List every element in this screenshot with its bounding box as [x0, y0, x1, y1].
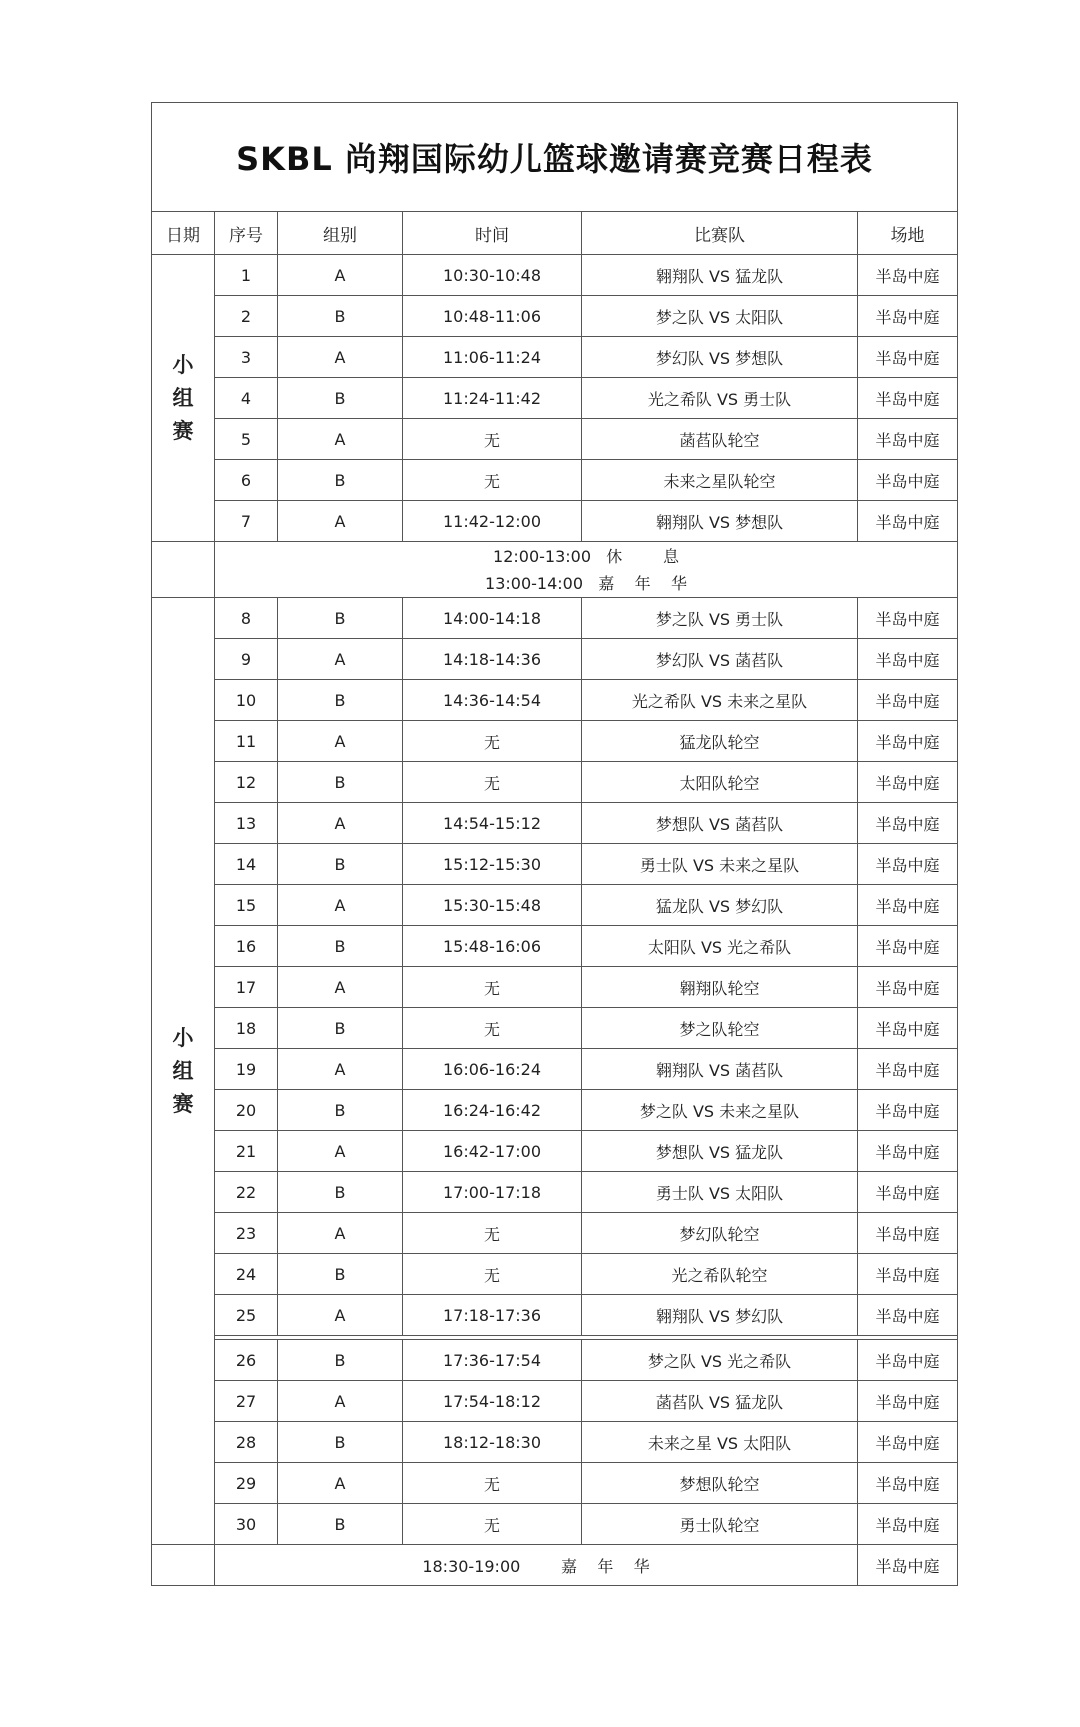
match-time: 无: [403, 762, 582, 803]
match-time: 无: [403, 967, 582, 1008]
stage-label: [152, 598, 215, 1545]
match-venue: 半岛中庭: [858, 337, 958, 378]
match-venue: 半岛中庭: [858, 680, 958, 721]
match-number: 24: [215, 1254, 278, 1295]
match-venue: 半岛中庭: [858, 419, 958, 460]
match-venue: 半岛中庭: [858, 1422, 958, 1463]
stage-label: [152, 255, 215, 542]
header-venue: 场地: [858, 212, 958, 255]
match-group: B: [278, 1008, 403, 1049]
match-time: 14:54-15:12: [403, 803, 582, 844]
match-group: A: [278, 1463, 403, 1504]
match-time: 15:30-15:48: [403, 885, 582, 926]
match-time: 10:30-10:48: [403, 255, 582, 296]
match-number: 7: [215, 501, 278, 542]
match-number: 3: [215, 337, 278, 378]
match-number: 12: [215, 762, 278, 803]
final-venue: 半岛中庭: [858, 1545, 958, 1586]
match-venue: 半岛中庭: [858, 926, 958, 967]
match-venue: 半岛中庭: [858, 378, 958, 419]
header-row: [152, 212, 958, 255]
match-group: A: [278, 1381, 403, 1422]
match-time: 11:42-12:00: [403, 501, 582, 542]
match-venue: 半岛中庭: [858, 803, 958, 844]
match-teams: 梦之队 VS 未来之星队: [582, 1090, 858, 1131]
table-row: [152, 1504, 958, 1545]
match-teams: 菡萏队轮空: [582, 419, 858, 460]
match-group: B: [278, 680, 403, 721]
match-teams: 梦想队 VS 猛龙队: [582, 1131, 858, 1172]
table-row: [152, 1422, 958, 1463]
header-time: 时间: [403, 212, 582, 255]
match-venue: 半岛中庭: [858, 1213, 958, 1254]
match-venue: 半岛中庭: [858, 1131, 958, 1172]
match-teams: 梦之队 VS 太阳队: [582, 296, 858, 337]
table-row: [152, 460, 958, 501]
table-row: [152, 1254, 958, 1295]
match-time: 17:18-17:36: [403, 1295, 582, 1336]
match-group: B: [278, 598, 403, 639]
break-info: [215, 542, 958, 598]
match-time: 16:24-16:42: [403, 1090, 582, 1131]
schedule-table: [151, 102, 958, 1586]
match-venue: 半岛中庭: [858, 1381, 958, 1422]
match-number: 17: [215, 967, 278, 1008]
break-row: [152, 542, 958, 598]
match-teams: 翱翔队轮空: [582, 967, 858, 1008]
match-venue: 半岛中庭: [858, 1254, 958, 1295]
match-number: 8: [215, 598, 278, 639]
match-group: A: [278, 1295, 403, 1336]
match-number: 20: [215, 1090, 278, 1131]
match-teams: 梦想队 VS 菡萏队: [582, 803, 858, 844]
stage-label-char: 组: [172, 385, 194, 410]
table-row: [152, 926, 958, 967]
table-row: [152, 1340, 958, 1381]
match-number: 15: [215, 885, 278, 926]
stage-label-char: 组: [172, 1058, 194, 1083]
match-number: 14: [215, 844, 278, 885]
match-group: A: [278, 639, 403, 680]
stage-label-char: 赛: [172, 418, 194, 443]
table-row: [152, 419, 958, 460]
match-group: B: [278, 1254, 403, 1295]
match-venue: 半岛中庭: [858, 1049, 958, 1090]
match-number: 4: [215, 378, 278, 419]
match-time: 11:06-11:24: [403, 337, 582, 378]
match-time: 10:48-11:06: [403, 296, 582, 337]
table-row: [152, 1008, 958, 1049]
match-group: B: [278, 1090, 403, 1131]
match-group: B: [278, 762, 403, 803]
match-time: 无: [403, 1213, 582, 1254]
match-teams: 梦之队 VS 光之希队: [582, 1340, 858, 1381]
table-row: [152, 639, 958, 680]
match-teams: 勇士队 VS 未来之星队: [582, 844, 858, 885]
match-number: 13: [215, 803, 278, 844]
table-row: [152, 1172, 958, 1213]
stage-label-char: 赛: [172, 1091, 194, 1116]
table-row: [152, 1463, 958, 1504]
match-teams: 梦之队 VS 勇士队: [582, 598, 858, 639]
table-row: [152, 803, 958, 844]
match-time: 无: [403, 1463, 582, 1504]
match-teams: 梦想队轮空: [582, 1463, 858, 1504]
header-seq: 序号: [215, 212, 278, 255]
match-teams: 翱翔队 VS 菡萏队: [582, 1049, 858, 1090]
match-number: 21: [215, 1131, 278, 1172]
final-row: [152, 1545, 958, 1586]
match-number: 22: [215, 1172, 278, 1213]
final-carnival: 18:30-19:00 嘉 年 华: [215, 1545, 858, 1586]
match-teams: 猛龙队 VS 梦幻队: [582, 885, 858, 926]
match-teams: 翱翔队 VS 梦想队: [582, 501, 858, 542]
table-row: [152, 296, 958, 337]
header-date: 日期: [152, 212, 215, 255]
match-group: A: [278, 1213, 403, 1254]
match-teams: 未来之星队轮空: [582, 460, 858, 501]
table-row: [152, 1049, 958, 1090]
table-row: [152, 885, 958, 926]
match-time: 无: [403, 1504, 582, 1545]
match-number: 16: [215, 926, 278, 967]
match-teams: 未来之星 VS 太阳队: [582, 1422, 858, 1463]
match-time: 14:36-14:54: [403, 680, 582, 721]
match-number: 23: [215, 1213, 278, 1254]
match-time: 18:12-18:30: [403, 1422, 582, 1463]
table-row: [152, 762, 958, 803]
match-teams: 梦幻队 VS 菡萏队: [582, 639, 858, 680]
match-group: A: [278, 1131, 403, 1172]
match-venue: 半岛中庭: [858, 598, 958, 639]
match-teams: 勇士队轮空: [582, 1504, 858, 1545]
match-group: A: [278, 337, 403, 378]
match-number: 11: [215, 721, 278, 762]
match-group: B: [278, 1504, 403, 1545]
match-venue: 半岛中庭: [858, 967, 958, 1008]
match-group: A: [278, 419, 403, 460]
match-teams: 勇士队 VS 太阳队: [582, 1172, 858, 1213]
match-number: 26: [215, 1340, 278, 1381]
match-number: 27: [215, 1381, 278, 1422]
table-row: [152, 967, 958, 1008]
table-row: [152, 1213, 958, 1254]
match-teams: 猛龙队轮空: [582, 721, 858, 762]
match-time: 14:00-14:18: [403, 598, 582, 639]
match-group: B: [278, 460, 403, 501]
match-group: B: [278, 926, 403, 967]
match-venue: 半岛中庭: [858, 1463, 958, 1504]
match-group: A: [278, 967, 403, 1008]
match-venue: 半岛中庭: [858, 1504, 958, 1545]
match-number: 18: [215, 1008, 278, 1049]
table-row: [152, 598, 958, 639]
match-group: B: [278, 378, 403, 419]
match-time: 无: [403, 419, 582, 460]
match-number: 2: [215, 296, 278, 337]
table-row: [152, 1131, 958, 1172]
match-time: 17:54-18:12: [403, 1381, 582, 1422]
match-group: A: [278, 721, 403, 762]
match-group: B: [278, 844, 403, 885]
match-time: 15:48-16:06: [403, 926, 582, 967]
match-teams: 翱翔队 VS 梦幻队: [582, 1295, 858, 1336]
table-row: [152, 255, 958, 296]
table-row: [152, 501, 958, 542]
match-time: 16:06-16:24: [403, 1049, 582, 1090]
match-teams: 翱翔队 VS 猛龙队: [582, 255, 858, 296]
header-teams: 比赛队: [582, 212, 858, 255]
stage-label-char: 小: [172, 352, 194, 377]
match-time: 11:24-11:42: [403, 378, 582, 419]
match-teams: 梦幻队 VS 梦想队: [582, 337, 858, 378]
match-venue: 半岛中庭: [858, 639, 958, 680]
match-teams: 太阳队轮空: [582, 762, 858, 803]
table-row: [152, 721, 958, 762]
match-venue: 半岛中庭: [858, 1008, 958, 1049]
match-teams: 光之希队 VS 未来之星队: [582, 680, 858, 721]
match-number: 19: [215, 1049, 278, 1090]
header-group: 组别: [278, 212, 403, 255]
match-group: B: [278, 1422, 403, 1463]
match-venue: 半岛中庭: [858, 885, 958, 926]
match-group: A: [278, 885, 403, 926]
match-venue: 半岛中庭: [858, 1340, 958, 1381]
match-number: 10: [215, 680, 278, 721]
match-group: B: [278, 296, 403, 337]
match-venue: 半岛中庭: [858, 1295, 958, 1336]
match-number: 1: [215, 255, 278, 296]
match-teams: 太阳队 VS 光之希队: [582, 926, 858, 967]
match-teams: 菡萏队 VS 猛龙队: [582, 1381, 858, 1422]
match-group: B: [278, 1172, 403, 1213]
match-teams: 梦幻队轮空: [582, 1213, 858, 1254]
match-time: 无: [403, 1008, 582, 1049]
match-time: 16:42-17:00: [403, 1131, 582, 1172]
match-time: 无: [403, 460, 582, 501]
match-group: A: [278, 803, 403, 844]
match-time: 17:36-17:54: [403, 1340, 582, 1381]
match-teams: 光之希队轮空: [582, 1254, 858, 1295]
schedule-sheet: [151, 102, 957, 1586]
table-row: [152, 844, 958, 885]
match-venue: 半岛中庭: [858, 460, 958, 501]
match-venue: 半岛中庭: [858, 721, 958, 762]
match-time: 无: [403, 721, 582, 762]
page-title: SKBL 尚翔国际幼儿篮球邀请赛竞赛日程表: [152, 103, 958, 212]
match-venue: 半岛中庭: [858, 296, 958, 337]
stage-label-char: 小: [172, 1025, 194, 1050]
match-number: 30: [215, 1504, 278, 1545]
match-group: A: [278, 1049, 403, 1090]
table-row: [152, 337, 958, 378]
match-group: A: [278, 501, 403, 542]
match-venue: 半岛中庭: [858, 1172, 958, 1213]
match-venue: 半岛中庭: [858, 501, 958, 542]
break-date-cell: [152, 542, 215, 598]
table-row: [152, 1295, 958, 1336]
match-group: A: [278, 255, 403, 296]
match-number: 5: [215, 419, 278, 460]
match-teams: 梦之队轮空: [582, 1008, 858, 1049]
table-row: [152, 1090, 958, 1131]
match-time: 17:00-17:18: [403, 1172, 582, 1213]
match-venue: 半岛中庭: [858, 762, 958, 803]
final-date-cell: [152, 1545, 215, 1586]
match-teams: 光之希队 VS 勇士队: [582, 378, 858, 419]
match-number: 29: [215, 1463, 278, 1504]
match-time: 14:18-14:36: [403, 639, 582, 680]
break-line-carnival: 13:00-14:00 嘉 年 华: [485, 573, 687, 593]
table-row: [152, 1381, 958, 1422]
match-number: 9: [215, 639, 278, 680]
match-group: B: [278, 1340, 403, 1381]
table-row: [152, 378, 958, 419]
match-venue: 半岛中庭: [858, 1090, 958, 1131]
match-number: 6: [215, 460, 278, 501]
match-number: 28: [215, 1422, 278, 1463]
match-venue: 半岛中庭: [858, 844, 958, 885]
break-line-rest: 12:00-13:00 休 息: [493, 546, 679, 566]
match-venue: 半岛中庭: [858, 255, 958, 296]
table-row: [152, 680, 958, 721]
match-time: 无: [403, 1254, 582, 1295]
match-number: 25: [215, 1295, 278, 1336]
match-time: 15:12-15:30: [403, 844, 582, 885]
